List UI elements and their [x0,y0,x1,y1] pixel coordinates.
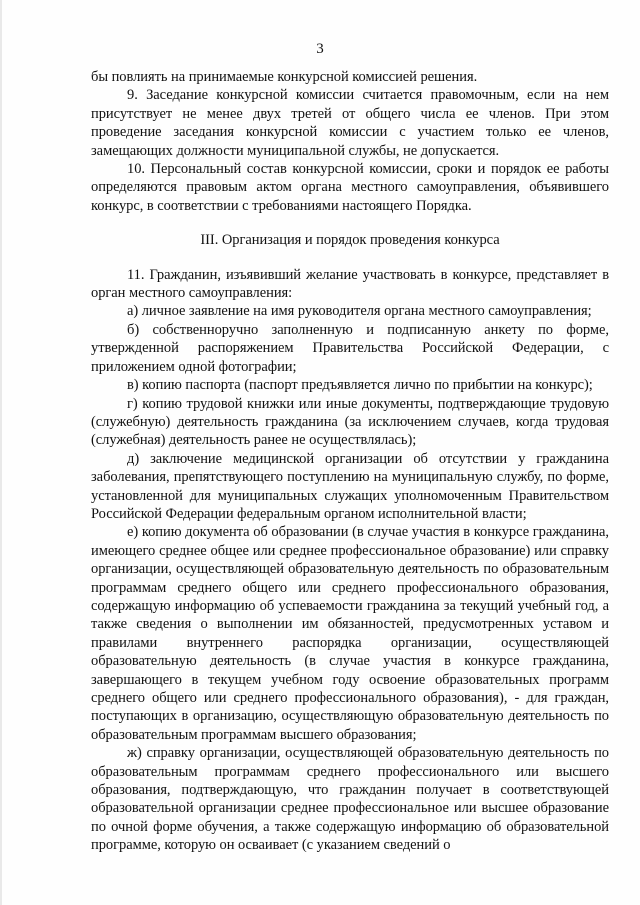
paragraph-9: 9. Заседание конкурсной комиссии считается правомочным, если на нем присутствует не менее двух третей от общего числа ее членов. При этом проведение заседания конкурсной комиссии с участием только ее членов, замещающих должности муниципальной службы, не допускается. [91,87,609,159]
list-item-b: б) собственноручно заполненную и подписанную анкету по форме, утвержденной распоряжением Правительства Российской Федерации, с приложением одной фотографии; [91,321,609,375]
list-item-v: в) копию паспорта (паспорт предъявляется лично по прибытии на конкурс); [127,377,593,394]
scan-edge [0,0,2,905]
section-heading: III. Организация и порядок проведения конкурса [200,232,500,249]
paragraph-11: 11. Гражданин, изъявивший желание участвовать в конкурсе, представляет в орган местного самоуправления: [91,266,609,302]
list-item-zh: ж) справку организации, осуществляющей образовательную деятельность по образовательным программам среднего профессионального или высшего образования, подтверждающую, что гражданин получает в соответствующей образовательной организации среднее профессиональное или высшее образование по очной форме обучения, а также содержащую информацию об образовательной программе, которую он осваивает (с указанием сведений о [91,745,609,854]
list-item-a: а) личное заявление на имя руководителя органа местного самоуправления; [127,303,592,320]
document-body [91,68,609,855]
list-item-d: д) заключение медицинской организации об отсутствии у гражданина заболевания, препятствующего поступлению на муниципальную службу, по форме, установленной для муниципальных служащих уполномоченным Правительством Российской Федерации федеральным органом исполнительной власти; [91,450,609,522]
list-item-e: е) копию документа об образовании (в случае участия в конкурсе гражданина, имеющего среднее общее или среднее профессиональное образование) или справку организации, осуществляющей образовательную деятельность по образовательным программам среднего общего или среднего профессионального образования, содержащую информацию об успеваемости гражданина за текущий учебный год, а также сведения о выполнении им обязанностей, предусмотренных уставом и правилами внутреннего распорядка организации, осуществляющей образовательную деятельность (в случае участия в конкурсе гражданина, завершающего в текущем учебном году освоение образовательных программ среднего общего или среднего профессионального образования), - для граждан, поступающих в организацию, осуществляющую образовательную деятельность по образовательным программам высшего образования; [91,524,609,743]
list-item-g: г) копию трудовой книжки или иные документы, подтверждающие трудовую (служебную) деятельность гражданина (за исключением случаев, когда трудовая (служебная) деятельность ранее не осуществлялась); [91,395,609,449]
page-number: 3 [316,41,324,57]
paragraph-10: 10. Персональный состав конкурсной комиссии, сроки и порядок ее работы определяются правовым актом органа местного самоуправления, объявившего конкурс, в соответствии с требованиями настоящего Порядка. [91,161,609,214]
paragraph-continuation: бы повлиять на принимаемые конкурсной комиссией решения. [91,69,478,85]
